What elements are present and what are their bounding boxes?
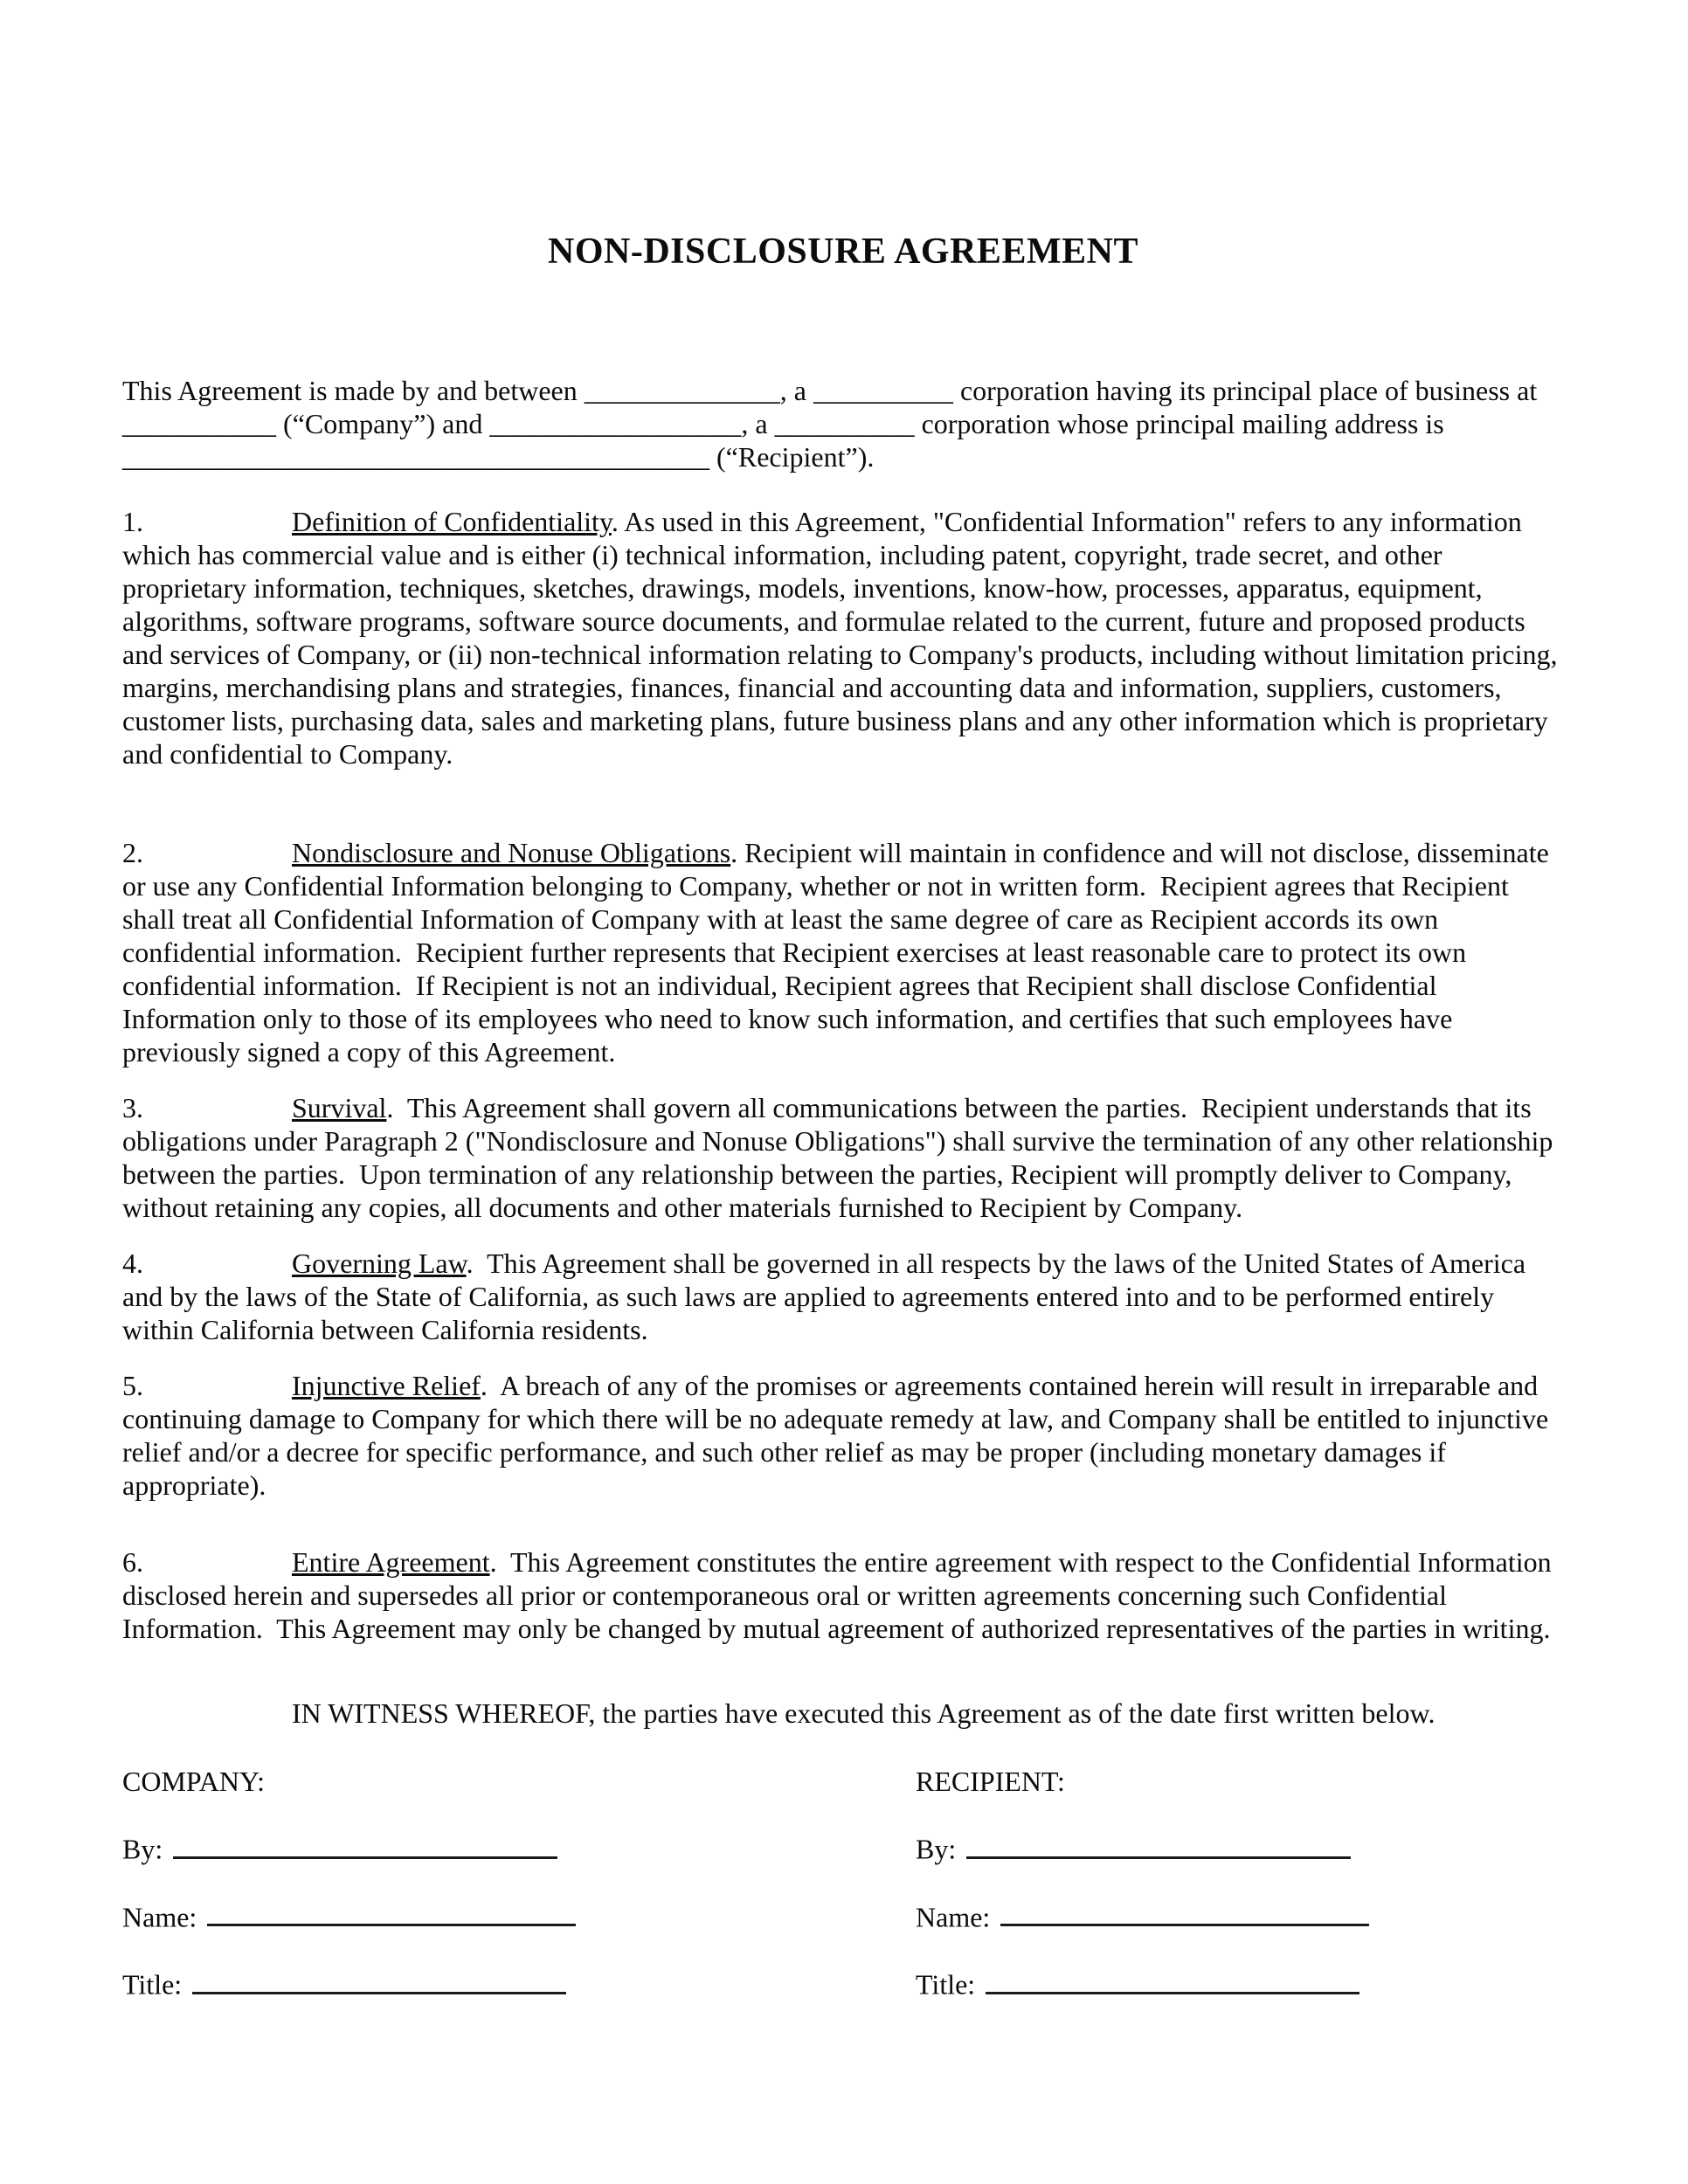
company-party-label: COMPANY: <box>122 1766 266 1797</box>
section-heading: Definition of Confidentiality <box>292 506 612 537</box>
section-heading: Entire Agreement <box>292 1546 490 1578</box>
section-number: 5. <box>122 1370 143 1401</box>
recipient-title-label: Title: <box>916 1968 976 2001</box>
section-body: . This Agreement constitutes the entire agreement with respect to the Confidential Information disclosed herein and supersedes all prior or contemporaneous oral or written agreements concerning such Confidential Information. This Agreement may only be changed by mutual agreement of authorized representatives of the parties in writing. <box>122 1546 1559 1644</box>
section-number: 1. <box>122 506 143 537</box>
document-title: NON-DISCLOSURE AGREEMENT <box>548 232 1138 272</box>
section-number: 3. <box>122 1092 143 1123</box>
section-paragraph-governing-law <box>122 1247 1564 1346</box>
company-name-label: Name: <box>122 1901 197 1933</box>
recipient-by-row <box>916 1830 1369 1866</box>
recipient-name-label: Name: <box>916 1901 991 1933</box>
section-body: . As used in this Agreement, "Confidential Information" refers to any information which has commercial value and is either (i) technical information, including patent, copyright, trade secret, and other proprietary information, techniques, sketches, drawings, models, inventions, know-how, processes, apparatus, equipment, algorithms, software programs, software source documents, and formulae related to the current, future and proposed products and services of Company, or (ii) non-technical information relating to Company's products, including without limitation pricing, margins, merchandising plans and strategies, finances, financial and accounting data and information, suppliers, customers, customer lists, purchasing data, sales and marketing plans, future business plans and any other information which is proprietary and confidential to Company. <box>122 506 1565 770</box>
company-by-row <box>122 1830 916 1866</box>
section-paragraph-definition-of-confidentiality <box>122 505 1564 771</box>
company-title-signature-line <box>192 1966 566 1994</box>
section-heading: Survival <box>292 1092 387 1123</box>
section-body: . A breach of any of the promises or agreements contained herein will result in irreparable and continuing damage to Company for which there will be no adequate remedy at law, and Company shall be entitled to injunctive relief and/or a decree for specific performance, and such other relief as may be proper (including monetary damages if appropriate). <box>122 1370 1556 1501</box>
recipient-title-signature-line <box>986 1966 1359 1994</box>
section-paragraph-nondisclosure-obligations <box>122 836 1564 1068</box>
recipient-name-signature-line <box>1000 1898 1369 1927</box>
intro-paragraph <box>122 374 1564 473</box>
recipient-by-label: By: <box>916 1833 957 1865</box>
company-by-label: By: <box>122 1833 163 1865</box>
intro-line: This Agreement is made by and between ______________, a __________ corporation having its principal place of business at <box>122 375 1538 406</box>
section-number: 2. <box>122 837 143 868</box>
witness-clause: IN WITNESS WHEREOF, the parties have executed this Agreement as of the date first written below. <box>292 1697 1435 1729</box>
section-body: . This Agreement shall be governed in all respects by the laws of the United States of America and by the laws of the State of California, as such laws are applied to agreements entered into and to be performed entirely within California between California residents. <box>122 1248 1533 1345</box>
signature-block <box>122 1765 1564 2034</box>
section-paragraph-entire-agreement <box>122 1545 1564 1645</box>
section-heading: Injunctive Relief <box>292 1370 481 1401</box>
company-title-row <box>122 1966 916 2001</box>
section-paragraph-injunctive-relief <box>122 1369 1564 1502</box>
company-title-label: Title: <box>122 1968 183 2001</box>
recipient-title-row <box>916 1966 1369 2001</box>
section-body: . Recipient will maintain in confidence and will not disclose, disseminate or use any Confidential Information belonging to Company, whether or not in written form. Recipient agrees that Recipient shall treat all Confidential Information of Company with at least the same degree of care as Recipient accords its own confidential information. Recipient further represents that Recipient exercises at least reasonable care to protect its own confidential information. If Recipient is not an individual, Recipient agrees that Recipient shall disclose Confidential Information only to those of its employees who need to know such information, and certifies that such employees have previously signed a copy of this Agreement. <box>122 837 1556 1068</box>
section-heading: Governing Law <box>292 1248 467 1279</box>
company-name-row <box>122 1898 916 1934</box>
recipient-name-row <box>916 1898 1369 1934</box>
section-body: . This Agreement shall govern all communications between the parties. Recipient understands that its obligations under Paragraph 2 ("Nondisclosure and Nonuse Obligations") shall survive the termination of any other relationship between the parties. Upon termination of any relationship between the parties, Recipient will promptly deliver to Company, without retaining any copies, all documents and other materials furnished to Recipient by Company. <box>122 1092 1560 1223</box>
recipient-party-label: RECIPIENT: <box>916 1766 1065 1797</box>
section-number: 4. <box>122 1248 143 1279</box>
section-number: 6. <box>122 1546 143 1578</box>
section-paragraph-survival <box>122 1091 1564 1224</box>
intro-line: __________________________________________ (“Recipient”). <box>122 441 875 473</box>
section-heading: Nondisclosure and Nonuse Obligations <box>292 837 731 868</box>
recipient-signature-column <box>916 1765 1369 2034</box>
recipient-by-signature-line <box>966 1830 1351 1859</box>
intro-line: ___________ (“Company”) and __________________, a __________ corporation whose principal mailing address is <box>122 408 1444 439</box>
company-by-signature-line <box>173 1830 557 1859</box>
company-signature-column <box>122 1765 916 2034</box>
company-name-signature-line <box>207 1898 576 1927</box>
